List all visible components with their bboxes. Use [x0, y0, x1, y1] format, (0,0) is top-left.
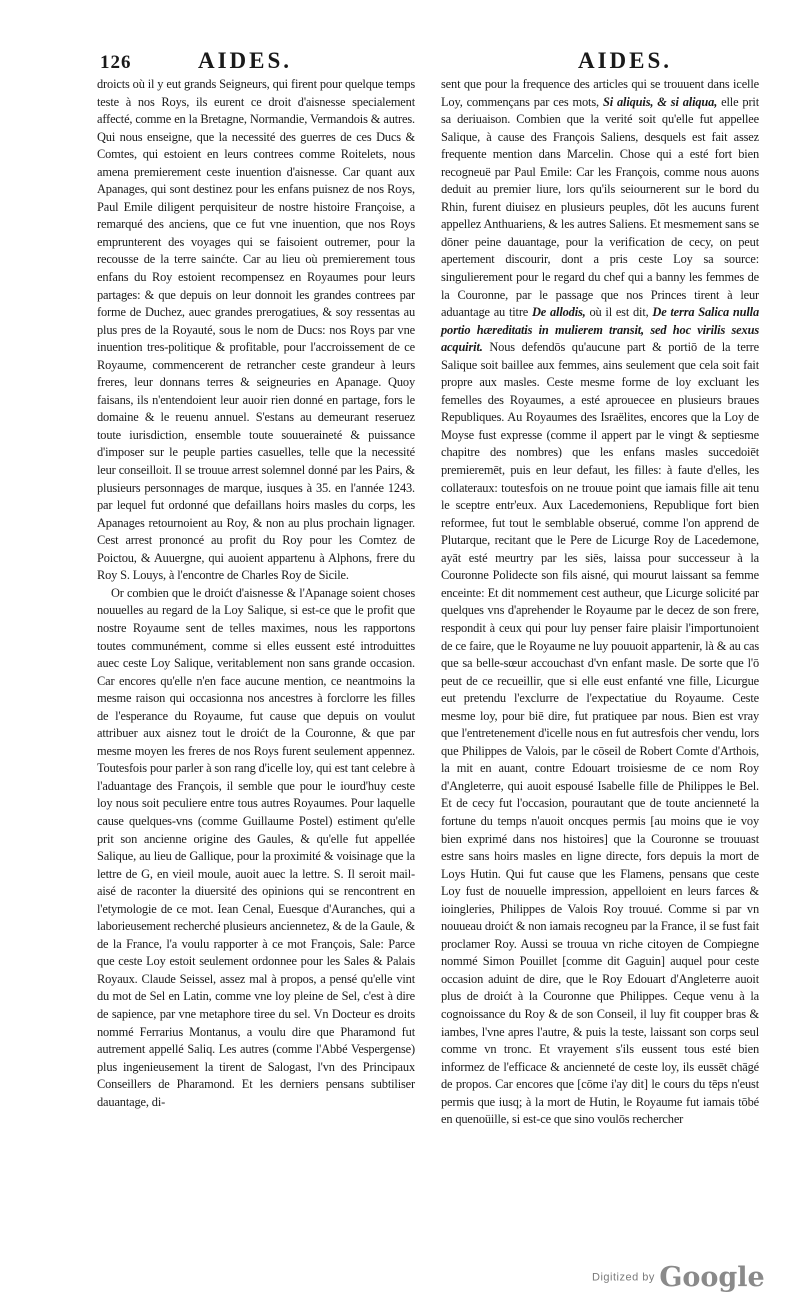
- google-logo: Google: [659, 1262, 765, 1293]
- running-title-right: AIDES.: [578, 48, 673, 73]
- latin-quote-terra-salica: De terra Salica nulla portio hæreditatis in mulierem transit, sed hoc virilis sexus acquirit.: [441, 305, 759, 355]
- left-paragraph-1: droicts où il y eut grands Seigneurs, qui firent pour quelque temps teste à nos Roys, ils eurent ce droit d'aisnesse specialement affecté, comme en la Bretagne, Normandie, Vermandois & autres. Qui nous enseigne, que la necessité des guerres de ces Ducs & Comtes, qui estoient en leurs contrees comme Roitelets, nous amena premierement ceste inuention d'aisnesse. Car quant aux Apanages, qui sont destinez pour les enfans puisnez de nos Roys, Paul Emile diligent perquisiteur de nostre histoire Françoise, a remarqué des anciens, que ce fut vne inuention, que nos Roys emprunterent des voyages qui se faisoient outremer, pour la recousse de la terre sainćte. Car au lieu où premierement tous enfans du Roy estoient recompensez en Royaumes pour leurs partages: & que depuis on leur donnoit les grandes contrees par forme de Duchez, auec grandes prerogatiues, & soy ressentas au plus pres de la Royauté, sous le nom de Ducs: nos Roys par vne inuention tres-politique & profitable, pour l'accroissement de ce Royaume, commencerent de retrancher ceste grandeur à leurs freres, leur donnans terres & seigneuries en Apanage. Quoy faisans, ils n'entendoient leur auoir rien donné en partage, fors le domaine & le reuenu annuel. S'estans au demeurant reseruez toute iurisdiction, ensemble toute souueraineté & puissance d'imposer sur le peuple parties casuelles, telle que la necessité leur conseilloit. Il se trouue arrest solemnel donné par les Pairs, & plusieurs personnages de marque, iusques à 35. en l'année 1243. par lequel fut ordonné que defaillans hoirs masles du corps, les Apanages retournoient au Roy, & non au plus prochain lignager. Cest arrest prononcé au profit du Roy pour les Comtez de Poictou, & Auuergne, qui auoient appartenu à Alphons, frere du Roy S. Louys, à l'encontre de Charles Roy de Sicile.: [97, 77, 415, 583]
- latin-title-de-allodis: De allodis,: [532, 305, 586, 320]
- watermark-prefix: Digitized by: [592, 1271, 655, 1284]
- right-text-segment: elle prit sa deriuaison. Combien que la verité soit qu'elle fut appellee Salique, à cause des François Saliens, desquels est fait assez frequente mention dans Marcelin. Chose qui a esté fort bien recogneuë par Paul Emile: Car les François, comme nous auons deduit au premier liure, lors qu'ils seiournerent sur le bord du Rhin, furent diuisez en plusieurs peuples, dōt les aucuns furent appellez Anthuariens, & les autres Saliens. Et mesmement sans se dōner peine dauantage, pour la verification de cecy, on peut apertement discourir, dont a pris ceste Loy sa source: singulierement pour le regard du chef qui a banny les femmes de la Couronne, par le passage que nos Princes tirent à leur aduantage au titre: [441, 94, 760, 320]
- right-text-column: [441, 76, 759, 1129]
- page-number: 126: [100, 52, 132, 73]
- digitized-by-google-watermark: [592, 1262, 765, 1293]
- right-text-segment: où il est dit,: [589, 305, 649, 320]
- running-header: [100, 50, 754, 76]
- left-text-column: [97, 76, 415, 1111]
- right-text-segment: sent que pour la frequence des articles qui se trouuent dans icelle Loy, commençans par ces mots,: [441, 77, 759, 109]
- left-paragraph-2: Or combien que le droićt d'aisnesse & l'Apanage soient choses nouuelles au regard de la Loy Salique, si est-ce que le profit que nostre Royaume sent de telles maximes, nous les rapportons toutes communément, comme si elles eussent esté introduittes auec ceste Loy Salique, veritablement non sans grande occasion. Car encores qu'elle n'en face aucune mention, ce neantmoins la mesme raison qui occasionna nos ancestres à forclorre les filles de l'esperance du Royaume, fut cause que depuis on voulut attribuer aux aisnez tout le droićt de la Couronne, & que par mesme moyen les freres de nos Roys furent seulement appennez. Toutesfois pour parler à son rang d'icelle loy, qui est tant celebre à l'aduantage des François, il semble que pour le iourd'huy ceste loy nous soit peculiere entre tous autres Royaumes. Pour laquelle cause quelques-vns (comme Guillaume Postel) estiment qu'elle prit son ancienne origine des Gaules, & qu'elle fut appellée Salique, au lieu de Gallique, pour la proximité & voisinage que la lettre de G, en vieil moule, auoit auec la lettre. S. Il seroit mail-aisé de raconter la diuersité des opinions qui se rencontrent en l'etymologie de ce mot. Iean Cenal, Euesque d'Auranches, qui a laborieusement recherché plusieurs anciennetez, & de la Gaule, & de la France, l'a voulu rapporter à ce mot François, Sale: Parce que ceste Loy estoit seulement ordonnee pour les Sales & Palais Royaux. Claude Seissel, assez mal à propos, a pensé qu'elle vint du mot de Sel en Latin, comme vne loy pleine de Sel, c'est à dire de sapience, par vne metaphore tiree du sel. Vn Docteur es droits nommé Ferrarius Montanus, a voulu dire que Pharamond fut autrement appellé Saliq. Les autres (comme l'Abbé Vespergense) plus ingenieusement la tirent de Salogast, l'vn des Principaux Conseillers de Pharamond. Et les derniers pensans subtiliser dauantage, di-: [97, 585, 415, 1109]
- right-text-segment: Nous defendōs qu'aucune part & portiō de la terre Salique soit baillee aux femmes, ains seulement que cela soit fait propre aux masles. Ceste mesme forme de loy excluant les femelles des Royaumes, a esté aprouecee en plusieurs braues Republiques. Au Royaumes des Israëlites, encores que la Loy de Moyse fust expresse (comme il appert par le vingt & septiesme chapitre des nombres) que les enfans masles succedoiēt premieremēt, puis en leur defaut, les filles: à faute d'elles, les collateraux: toutesfois on ne trouue point que iamais fille ait tenu le sceptre entr'eux. Aux Lacedemoniens, Republique fort bien reformee, fut tout le semblable obserué, comme l'on apprend de Plutarque, recitant que le Pere de Licurge Roy de Lacedemone, ayāt esté meurtry par les siēs, laissa pour successeur à la Couronne Polidecte son fils aisné, qui mourut laissant sa femme enceinte: Et dit nommement cest autheur, que Licurge solicité par quelques vns d'aprehender le Royaume par le decez de son frere, respondit à ceux qui pour luy penser faire plaisir l'importunoient de ce faire, que le Royaume ne luy pouuoit appartenir, là & au cas que sa belle-sœur accouchast d'vn enfant masle. De sorte que l'ō peut de ce recueillir, que si elle eust enfanté vne fille, Licurgue eut pretendu l'exclurre de l'expectatiue du Royaume. Ceste mesme loy, pour biē dire, fut pratiquee par nous. Bien est vray que l'entretenement d'icelle nous en fut autresfois cher vendu, lors que Philippes de Valois, par le cōseil de Robert Comte d'Arthois, la mit en auant, contre Edouart troisiesme de ce nom Roy d'Angleterre, qui auoit espousé Isabelle fille de Philippes le Bel. Et de cecy fut l'occasion, pourautant que de toute ancienneté la fortune du temps n'auoit oncques permis [au moins que ie voy bien exprimé dans nos histoires] que la Couronne se trouuast estre sans hoirs masles en ligne directe, fors depuis la mort de Loys Hutin. Qui fut cause que les Flamens, pensans que ceste Loy fust de nouuelle impression, appelloient en leurs farces & ioingleries, Philippes de Valois Roy trouué. Comme si par vn nouueau droićt & non iamais recogneu par la France, il se fust fait proclamer Roy. Aussi se trouua vn riche citoyen de Compiegne nommé Simon Pouillet [comme dit Gaguin] auquel pour ceste occasion aduint de dire, que le Roy Edouart d'Angleterre auoit plus de droićt à la Couronne que Philippes. Ceque venu à la cognoissance du Roy & de son Conseil, il luy fit coupper bras & iambes, l'vne apres l'autre, & puis la teste, laissant son corps seul comme vn tronc. Et vrayement s'ils eussent tous esté bien informez de l'efficace & ancienneté de ceste loy, ils eussēt chāgé de propos. Car encores que [cōme i'ay dit] le cours du tēps n'eust permis que iusq; à la mort de Hutin, le Royaume fut iamais tōbé en quenoüille, si est-ce que sino voulōs rechercher: [441, 340, 759, 1127]
- right-paragraph-1: [441, 76, 759, 1129]
- running-title-left: AIDES.: [198, 48, 293, 73]
- latin-quote-si-aliquis: Si aliquis, & si aliqua,: [602, 94, 718, 109]
